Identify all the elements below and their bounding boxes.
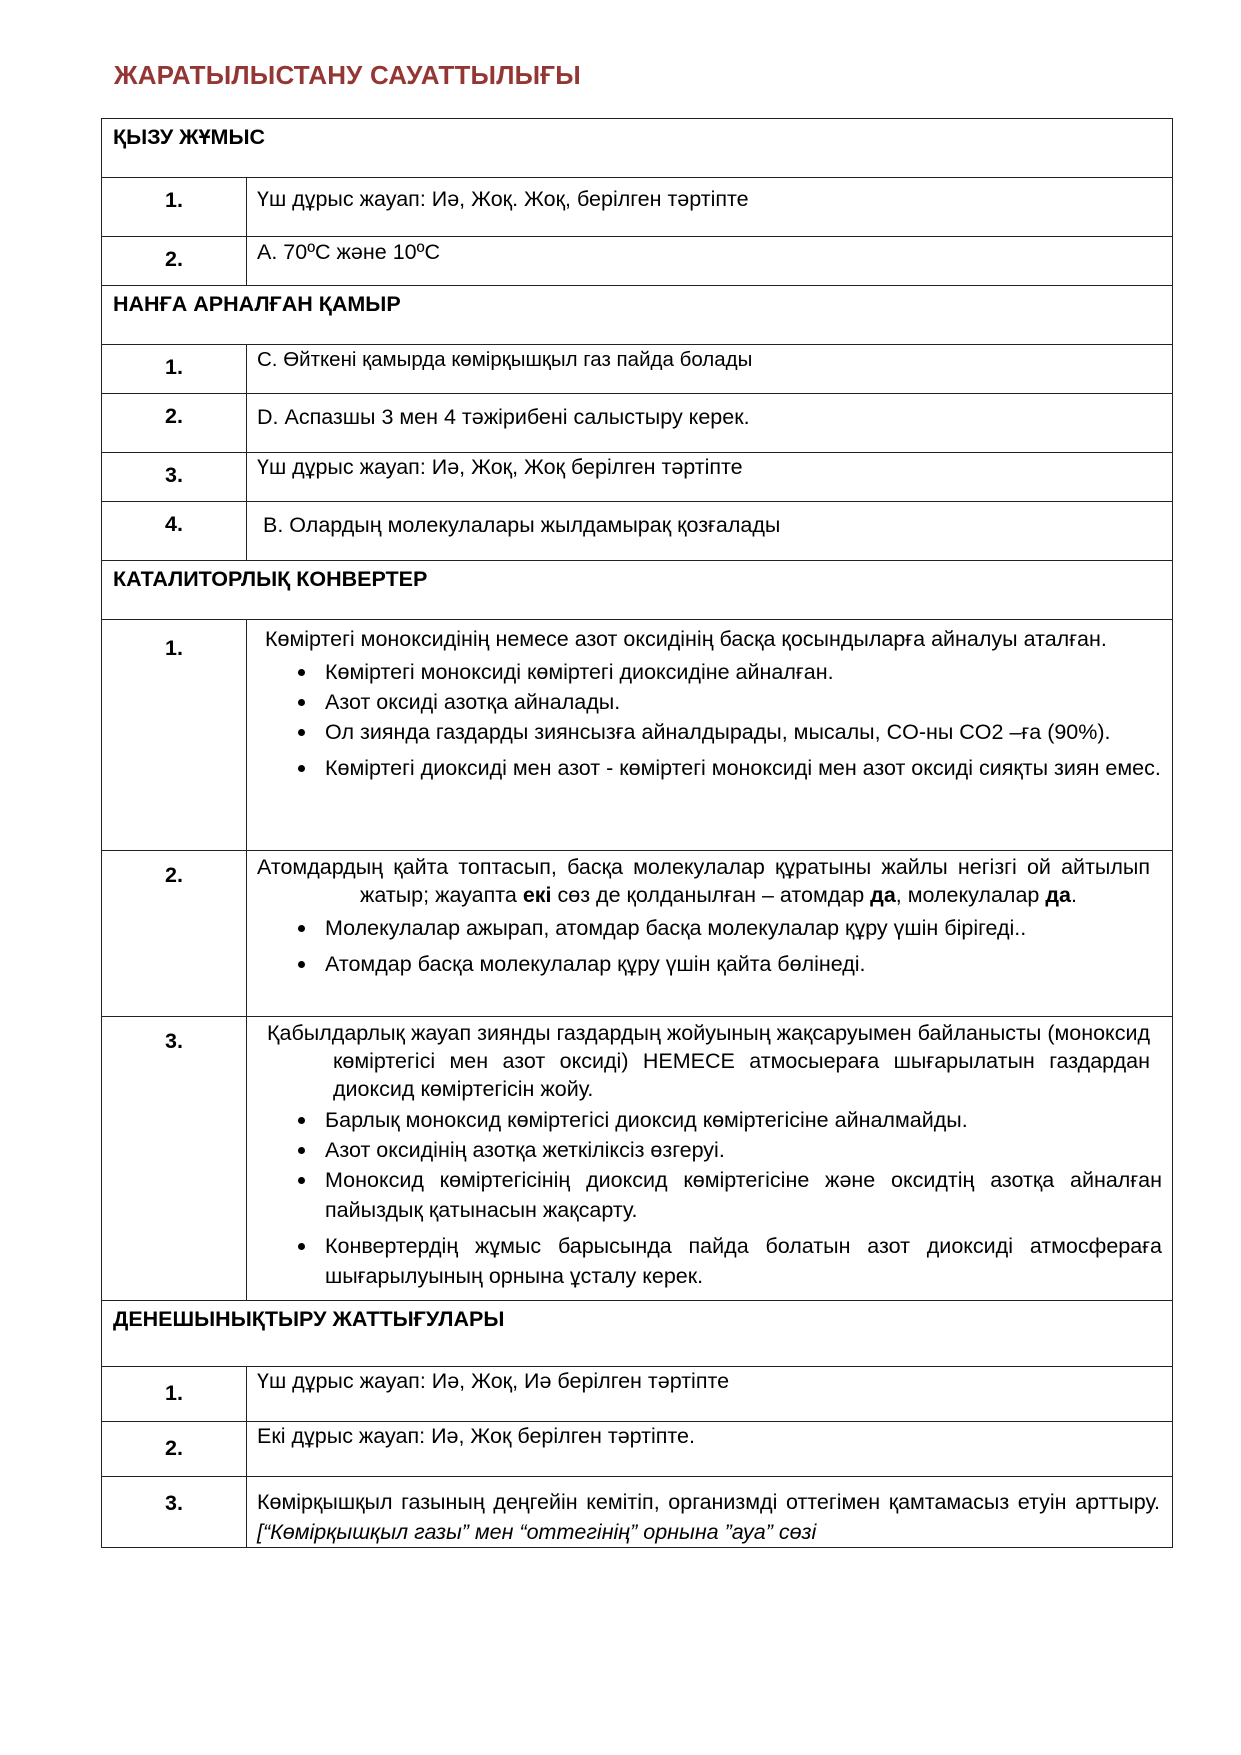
- bullet-item: Моноксид көміртегісінің диоксид көміртегісіне және оксидтің азотқа айналған пайыздық қатынасын жақсарту.: [247, 1165, 1162, 1225]
- answer-row: [102, 1477, 1173, 1548]
- answer-text: A. 70ºC және 10ºC: [247, 237, 1173, 286]
- section-heading: НАНҒА АРНАЛҒАН ҚАМЫР: [102, 286, 1173, 345]
- answer-text: Көмірқышқыл газының деңгейін кемітіп, организмді оттегімен қамтамасыз етуін арттыру.: [257, 1490, 1161, 1514]
- bullet-item: Азот оксиді азотқа айналады.: [247, 687, 1162, 717]
- answer-row: [102, 237, 1173, 286]
- question-number: 4.: [102, 502, 247, 561]
- answer-row: [102, 620, 1173, 851]
- bullet-item: Көміртегі моноксиді көміртегі диоксидіне айналған.: [247, 657, 1162, 687]
- answer-row: [102, 178, 1173, 237]
- section-heading: ҚЫЗУ ЖҰМЫС: [102, 119, 1173, 178]
- bullet-item: Атомдар басқа молекулалар құру үшін қайта бөлінеді.: [247, 949, 1162, 979]
- answer-row: [102, 1367, 1173, 1422]
- bullet-item: Конвертердің жұмыс барысында пайда болатын азот диоксиді атмосфераға шығарылуының орнына ұсталу керек.: [247, 1231, 1162, 1291]
- bullet-item: Молекулалар ажырап, атомдар басқа молекулалар құру үшін бірігеді..: [247, 913, 1162, 943]
- question-number: 3.: [102, 1477, 247, 1548]
- answer-text: B. Олардың молекулалары жылдамырақ қозғалады: [247, 502, 1173, 561]
- answer-row: [102, 502, 1173, 561]
- question-number: 2.: [102, 1422, 247, 1477]
- answer-text: Үш дұрыс жауап: Иә, Жоқ, Иә берілген тәртіпте: [247, 1367, 1173, 1422]
- answer-text: Үш дұрыс жауап: Иә, Жоқ. Жоқ, берілген тәртіпте: [247, 178, 1173, 237]
- section-header-row: [102, 119, 1173, 178]
- answer-row: [102, 345, 1173, 394]
- bullet-item: Азот оксидінің азотқа жеткіліксіз өзгеруі.: [247, 1135, 1162, 1165]
- bullet-item: Көміртегі диоксиді мен азот - көміртегі моноксиді мен азот оксиді сияқты зиян емес.: [247, 753, 1162, 783]
- answer-row: [102, 453, 1173, 502]
- bullet-list: [247, 1105, 1162, 1291]
- bullet-list: [247, 913, 1162, 979]
- answer-key-table: [101, 118, 1173, 1548]
- lead-emphasis: да: [1045, 883, 1071, 907]
- question-number: 2.: [102, 851, 247, 1017]
- section-heading: КАТАЛИТОРЛЫҚ КОНВЕРТЕР: [102, 561, 1173, 620]
- answer-row: [102, 1017, 1173, 1301]
- lead-text: .: [1070, 883, 1077, 907]
- answer-lead: [247, 853, 1162, 909]
- answer-cell: [247, 851, 1173, 1017]
- answer-note: [“Көмірқышқыл газы” мен “оттегінің” орнына ”ауа” сөзі: [257, 1520, 817, 1544]
- section-header-row: [102, 286, 1173, 345]
- lead-emphasis: екі: [522, 883, 552, 907]
- question-number: 1.: [102, 178, 247, 237]
- answer-lead: Қабылдарлық жауап зиянды газдардың жойуының жақсаруымен байланысты (моноксид көміртегісі мен азот оксиді) НЕМЕСЕ атмосыераға шығарылатын газдардан диоксид көміртегісін жойу.: [267, 1021, 1151, 1101]
- question-number: 3.: [102, 453, 247, 502]
- bullet-item: Ол зиянда газдарды зиянсызға айналдырады, мысалы, CO-ны CO2 –ға (90%).: [247, 717, 1162, 747]
- bullet-list: [247, 657, 1162, 783]
- answer-lead: Көміртегі моноксидінің немесе азот оксидінің басқа қосындыларға айналуы аталған.: [265, 627, 1107, 651]
- page-title: ЖАРАТЫЛЫСТАНУ САУАТТЫЛЫҒЫ: [114, 60, 581, 90]
- question-number: 1.: [102, 345, 247, 394]
- question-number: 1.: [102, 1367, 247, 1422]
- answer-text: D. Аспазшы 3 мен 4 тәжірибені салыстыру керек.: [247, 394, 1173, 453]
- answer-cell: [247, 1477, 1173, 1548]
- question-number: 2.: [102, 394, 247, 453]
- bullet-item: Барлық моноксид көміртегісі диоксид көміртегісіне айналмайды.: [247, 1105, 1162, 1135]
- lead-text: сөз де қолданылған – атомдар: [551, 883, 871, 907]
- answer-text: Үш дұрыс жауап: Иә, Жоқ, Жоқ берілген тәртіпте: [247, 453, 1173, 502]
- answer-text: C. Өйткені қамырда көмірқышқыл газ пайда болады: [247, 345, 1173, 394]
- answer-row: [102, 1422, 1173, 1477]
- answer-row: [102, 851, 1173, 1017]
- answer-cell: [247, 620, 1173, 851]
- section-header-row: [102, 1301, 1173, 1367]
- lead-emphasis: да: [870, 883, 896, 907]
- section-heading: ДЕНЕШЫНЫҚТЫРУ ЖАТТЫҒУЛАРЫ: [102, 1301, 1173, 1367]
- answer-cell: [247, 1017, 1173, 1301]
- section-header-row: [102, 561, 1173, 620]
- lead-text: Атомдардың қайта топтасып, басқа молекулалар құратыны жайлы негізгі ой айтылып жатыр; жауапта: [257, 855, 1151, 907]
- answer-text: Екі дұрыс жауап: Иә, Жоқ берілген тәртіпте.: [247, 1422, 1173, 1477]
- question-number: 3.: [102, 1017, 247, 1301]
- question-number: 1.: [102, 620, 247, 851]
- lead-text: , молекулалар: [895, 883, 1046, 907]
- question-number: 2.: [102, 237, 247, 286]
- answer-row: [102, 394, 1173, 453]
